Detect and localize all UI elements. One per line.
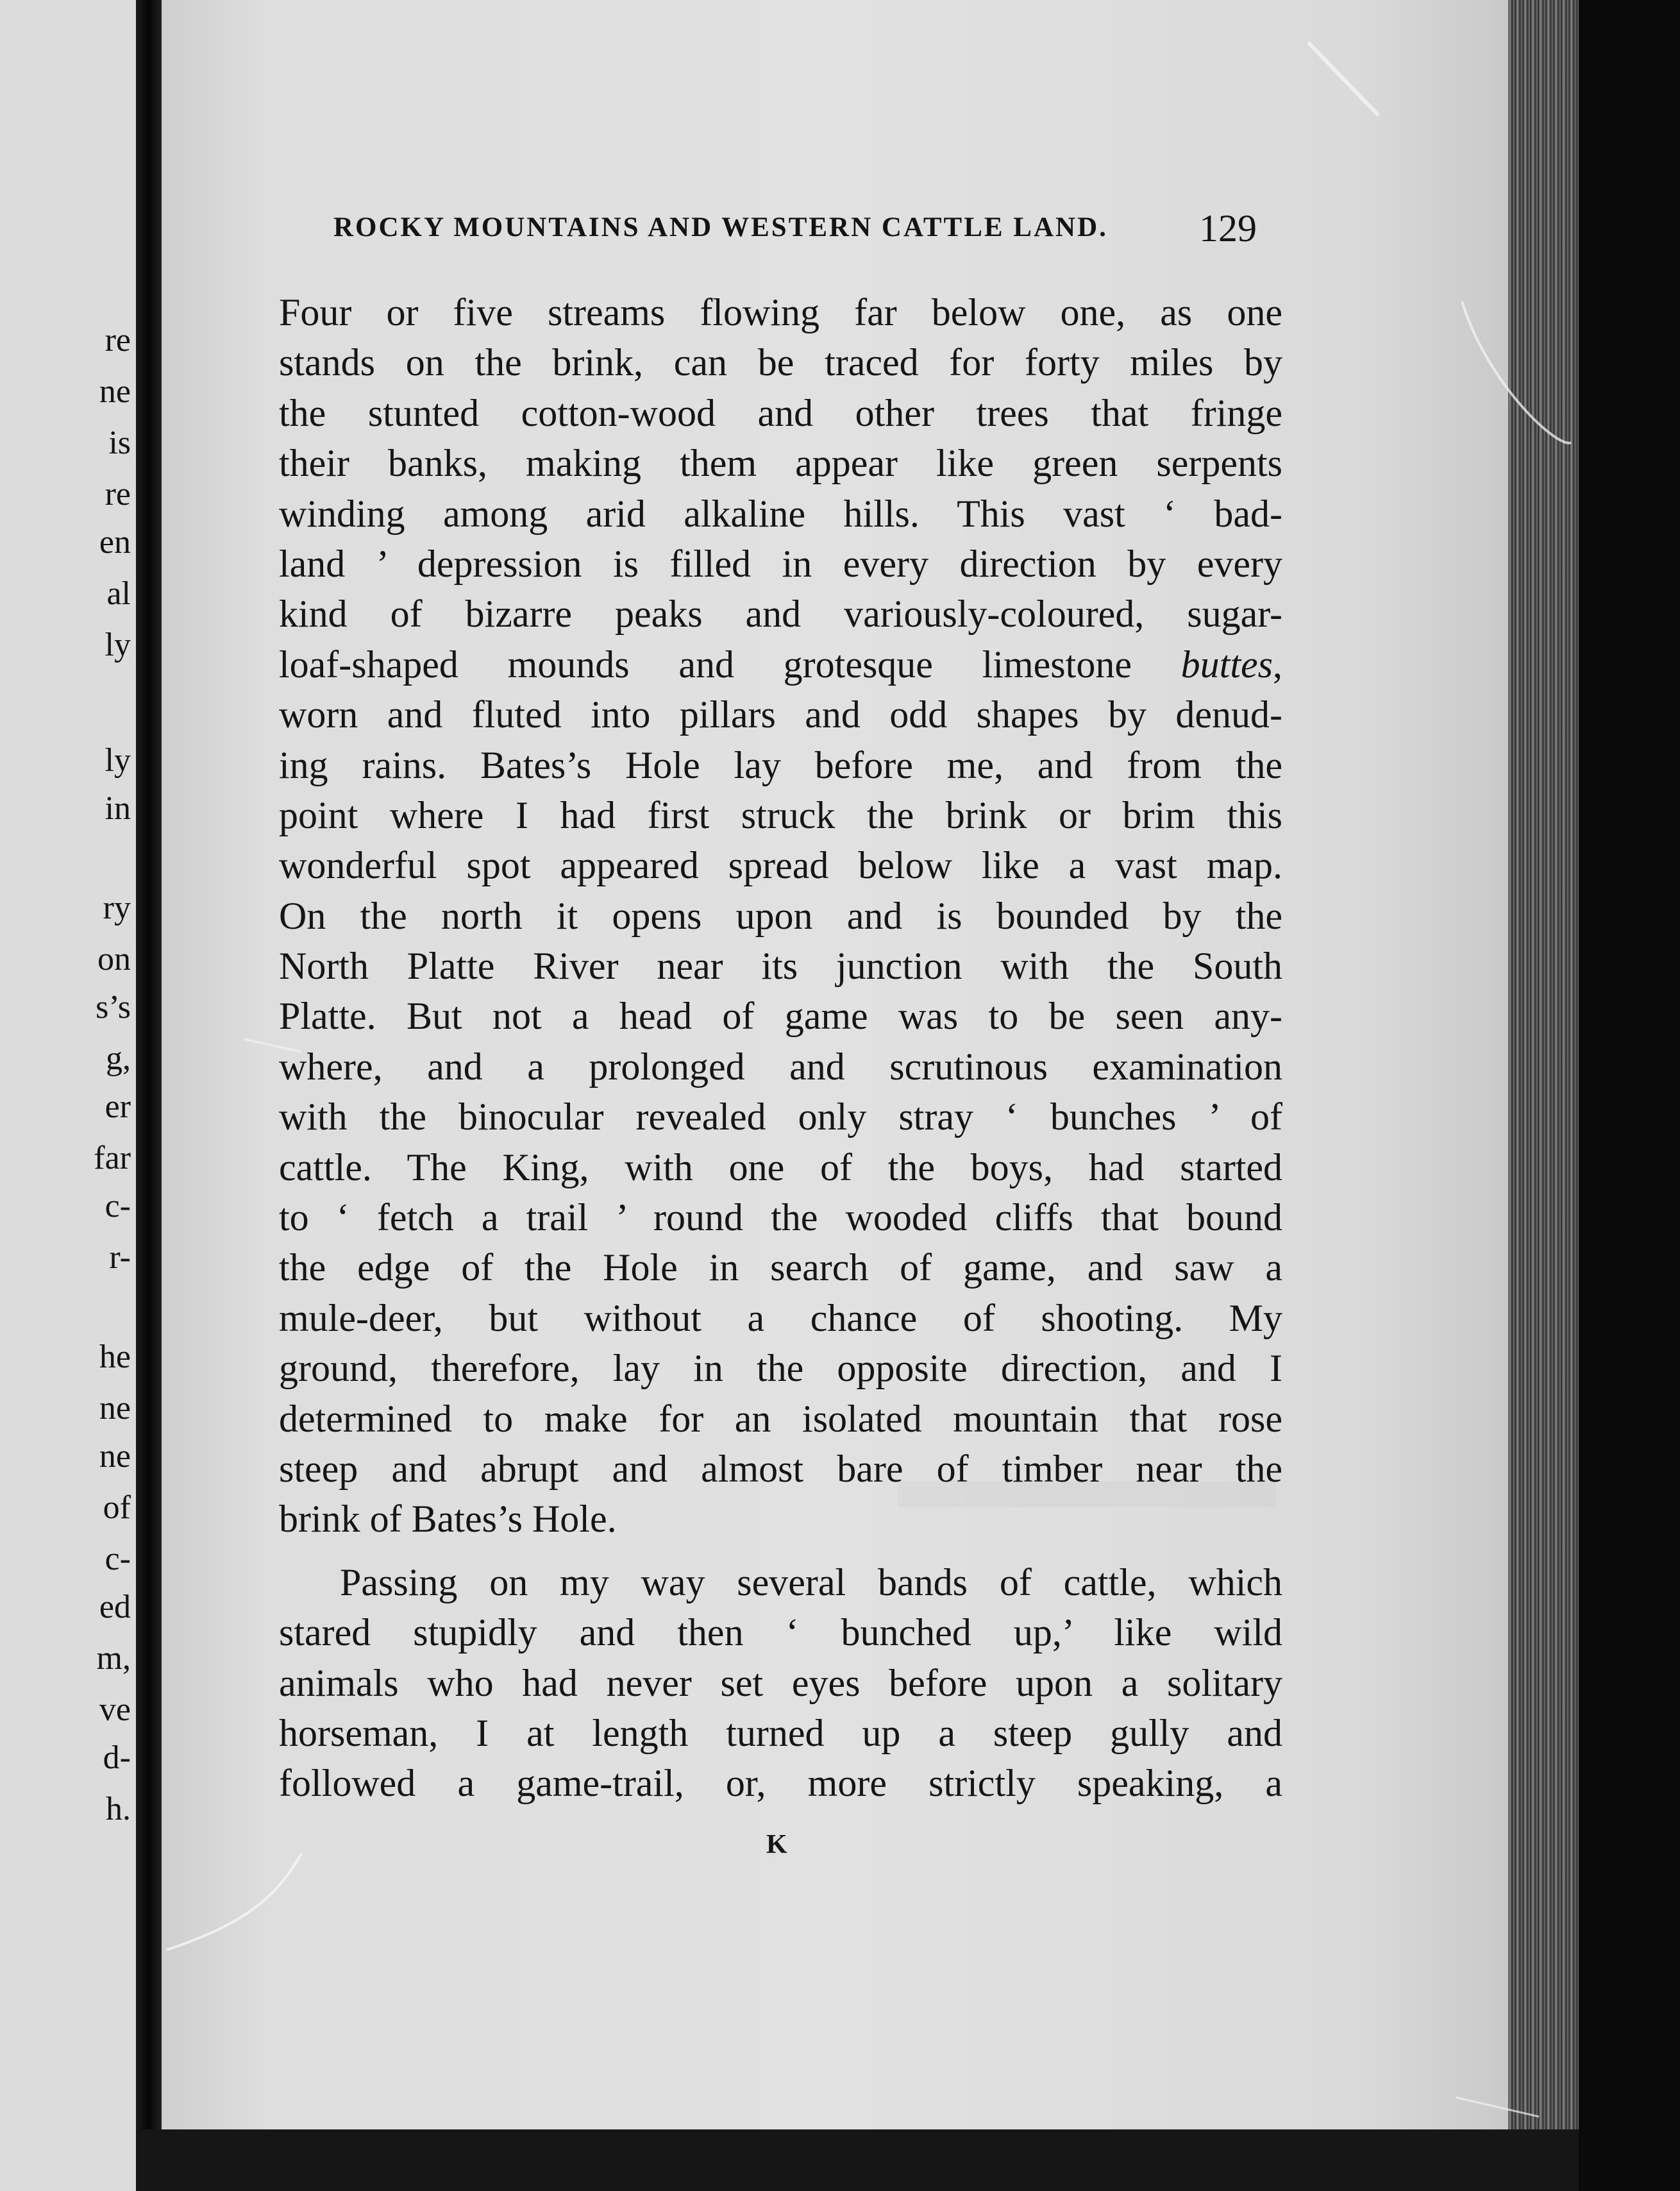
text-line: their banks, making them appear like green serpents xyxy=(279,442,1282,485)
left-page-fragment: er xyxy=(105,1088,131,1125)
left-page-fragment: on xyxy=(97,941,131,977)
left-page-fragment: ly xyxy=(105,742,131,779)
body-text xyxy=(279,287,1282,1809)
left-page-fragment: ly xyxy=(105,627,131,663)
text-line: horseman, I at length turned up a steep gully and xyxy=(279,1711,1282,1754)
text-line: ing rains. Bates’s Hole lay before me, and from the xyxy=(279,743,1282,786)
text-line: determined to make for an isolated mountain that rose xyxy=(279,1397,1282,1440)
left-page-fragment: ry xyxy=(103,890,131,926)
text-line: the edge of the Hole in search of game, and saw a xyxy=(279,1246,1282,1289)
text-line: kind of bizarre peaks and variously-coloured, sugar- xyxy=(279,593,1282,636)
text-line: worn and fluted into pillars and odd shapes by denud- xyxy=(279,693,1282,736)
text-line: the stunted cotton-wood and other trees that fringe xyxy=(279,391,1282,434)
text-line: ground, therefore, lay in the opposite direction, and I xyxy=(279,1347,1282,1390)
text-line: stared stupidly and then ‘ bunched up,’ like wild xyxy=(279,1611,1282,1654)
text-line: mule-deer, but without a chance of shooting. My xyxy=(279,1296,1282,1339)
text-line-with-italic xyxy=(279,639,1282,689)
scan-background-bottom xyxy=(136,2129,1579,2191)
left-page-fragment: re xyxy=(105,322,131,359)
text-line: brink of Bates’s Hole. xyxy=(279,1498,617,1541)
left-page-fragment: ed xyxy=(99,1589,131,1625)
text-line: point where I had first struck the brink or brim this xyxy=(279,793,1282,836)
left-page-text-fragments xyxy=(0,0,136,2191)
left-page-fragment: al xyxy=(106,575,131,612)
left-page-fragment: c- xyxy=(105,1541,131,1577)
signature-mark: K xyxy=(766,1830,787,1859)
left-page-fragment: he xyxy=(99,1339,131,1375)
text-line: where, and a prolonged and scrutinous examination xyxy=(279,1045,1282,1088)
text-line: On the north it opens upon and is bounded by the xyxy=(279,894,1282,937)
left-page-fragment: ne xyxy=(99,1438,131,1475)
left-page-fragment: g, xyxy=(106,1040,131,1077)
text-line: steep and abrupt and almost bare of timber near the xyxy=(279,1447,1282,1490)
text-line: Platte. But not a head of game was to be seen any- xyxy=(279,995,1282,1038)
left-page-fragment: in xyxy=(105,790,131,827)
left-page-fragment: ne xyxy=(99,1390,131,1426)
left-page-fragment: s’s xyxy=(96,989,131,1026)
left-page-fragment: h. xyxy=(106,1791,131,1827)
text-line: to ‘ fetch a trail ’ round the wooded cliffs that bound xyxy=(279,1196,1282,1239)
left-page-fragment: en xyxy=(99,524,131,561)
text-line: land ’ depression is filled in every direction by every xyxy=(279,542,1282,585)
left-page-fragment: re xyxy=(105,476,131,512)
text-line: Passing on my way several bands of cattle, which xyxy=(340,1561,1282,1603)
text-line: winding among arid alkaline hills. This vast ‘ bad- xyxy=(279,492,1282,535)
text-line-segment: loaf-shaped mounds and grotesque limestone xyxy=(279,643,1181,686)
left-page-edge xyxy=(0,0,136,2191)
text-line: with the binocular revealed only stray ‘ bunches ’ of xyxy=(279,1096,1282,1138)
text-line: North Platte River near its junction with the South xyxy=(279,945,1282,988)
left-page-fragment: m, xyxy=(96,1640,131,1677)
left-page-fragment: far xyxy=(94,1140,131,1176)
text-line: followed a game-trail, or, more strictly speaking, a xyxy=(279,1762,1282,1805)
text-line: cattle. The King, with one of the boys, had started xyxy=(279,1146,1282,1189)
text-line: stands on the brink, can be traced for forty miles by xyxy=(279,341,1282,384)
text-line: wonderful spot appeared spread below like a vast map. xyxy=(279,844,1282,887)
text-line: animals who had never set eyes before upon a solitary xyxy=(279,1661,1282,1704)
text-line: Four or five streams flowing far below one, as one xyxy=(279,291,1282,334)
page-number: 129 xyxy=(1199,207,1257,250)
text-line-segment: , xyxy=(1273,643,1282,686)
left-page-fragment: of xyxy=(103,1489,131,1526)
book-gutter xyxy=(136,0,162,2191)
left-page-fragment: ve xyxy=(99,1691,131,1728)
left-page-fragment: r- xyxy=(109,1239,131,1276)
paragraph-break xyxy=(279,1544,1282,1557)
left-page-fragment: d- xyxy=(103,1739,131,1776)
running-head: ROCKY MOUNTAINS AND WESTERN CATTLE LAND. xyxy=(333,212,1108,242)
left-page-fragment: is xyxy=(108,425,131,461)
italic-word: buttes xyxy=(1180,643,1273,686)
page-block-edge xyxy=(1508,0,1579,2191)
left-page-fragment: c- xyxy=(105,1188,131,1224)
left-page-fragment: ne xyxy=(99,373,131,410)
scan-background xyxy=(1579,0,1680,2191)
